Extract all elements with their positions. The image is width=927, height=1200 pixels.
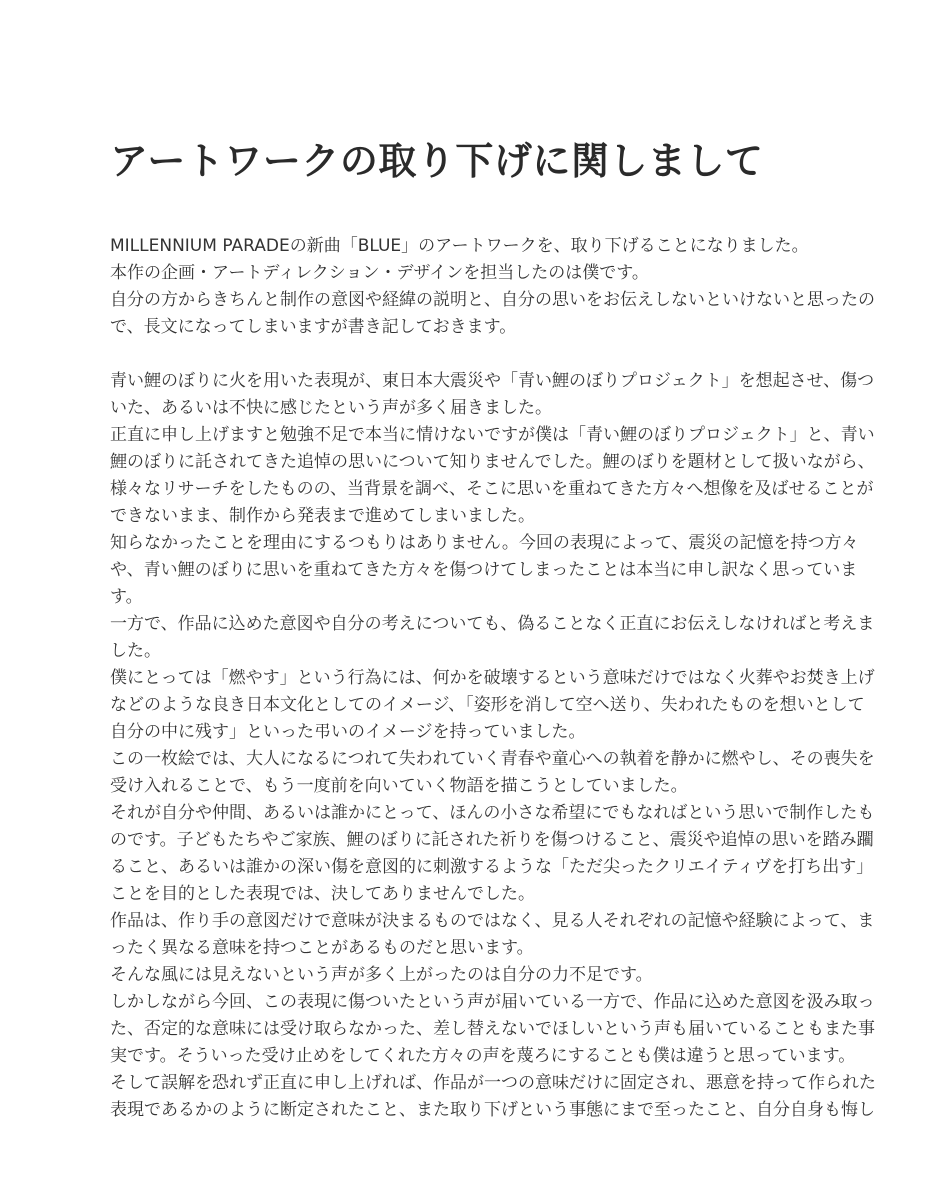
text-line: 表現であるかのように断定されたこと、また取り下げという事態にまで至ったこと、自分自身も悔し (110, 1100, 875, 1120)
text-line: そんな風には見えないという声が多く上がったのは自分の力不足です。 (110, 965, 653, 985)
paragraph-spacer (110, 341, 822, 368)
text-line: 知らなかったことを理由にするつもりはありません。今回の表現によって、震災の記憶を持つ方々 (110, 533, 859, 553)
text-line: 一方で、作品に込めた意図や自分の考えについても、偽ることなく正直にお伝えしなければと考えま (110, 614, 875, 634)
text-line: のです。子どもたちやご家族、鯉のぼりに託された祈りを傷つけること、震災や追悼の思いを踏み躙 (110, 830, 874, 850)
text-line: 青い鯉のぼりに火を用いた表現が、東日本大震災や「青い鯉のぼりプロジェクト」を想起させ、傷つ (110, 371, 875, 391)
text-line: 正直に申し上げますと勉強不足で本当に情けないですが僕は「青い鯉のぼりプロジェクト」と、青い (110, 425, 875, 445)
text-line: ること、あるいは誰かの深い傷を意図的に刺激するような「ただ尖ったクリエイティヴを打ち出す」 (110, 857, 874, 877)
text-line: ことを目的とした表現では、決してありませんでした。 (110, 884, 535, 904)
text-line: 作品は、作り手の意図だけで意味が決まるものではなく、見る人それぞれの記憶や経験によって、ま (110, 911, 875, 931)
text-line: 実です。そういった受け止めをしてくれた方々の声を蔑ろにすることも僕は違うと思っています。 (110, 1046, 856, 1066)
text-line: MILLENNIUM PARADEの新曲「BLUE」のアートワークを、取り下げることになりました。 (110, 236, 809, 256)
intro-paragraph (110, 233, 875, 341)
text-line: などのような良き日本文化としてのイメージ、「姿形を消して空へ送り、失われたものを想いとして (110, 695, 865, 715)
text-line: できないまま、制作から発表まで進めてしまいました。 (110, 506, 535, 526)
text-line: で、長文になってしまいますが書き記しておきます。 (110, 317, 517, 337)
text-line: 僕にとっては「燃やす」という行為には、何かを破壊するという意味だけではなく火葬やお焚き上げ (110, 668, 875, 688)
article-title: アートワークの取り下げに関しまして (110, 139, 764, 183)
text-line: す。 (110, 587, 143, 607)
text-line: それが自分や仲間、あるいは誰かにとって、ほんの小さな希望にでもなればという思いで制作したも (110, 803, 875, 823)
text-line: や、青い鯉のぼりに思いを重ねてきた方々を傷つけてしまったことは本当に申し訳なく思っていま (110, 560, 858, 580)
text-line: この一枚絵では、大人になるにつれて失われていく青春や童心への執着を静かに燃やし、その喪失を (110, 749, 875, 769)
text-line: ったく異なる意味を持つことがあるものだと思います。 (110, 938, 534, 958)
text-line: 様々なリサーチをしたものの、当背景を調べ、そこに思いを重ねてきた方々へ想像を及ばせることが (110, 479, 874, 499)
article-body (110, 233, 877, 1124)
text-line: 本作の企画・アートディレクション・デザインを担当したのは僕です。 (110, 263, 649, 283)
text-line: た、否定的な意味には受け取らなかった、差し替えないでほしいという声も届いていることもまた事 (110, 1019, 875, 1039)
text-line: 鯉のぼりに託されてきた追悼の思いについて知りませんでした。鯉のぼりを題材として扱いながら、 (110, 452, 875, 472)
text-line: そして誤解を恐れず正直に申し上げれば、作品が一つの意味だけに固定され、悪意を持って作られた (110, 1073, 877, 1093)
text-line: 自分の方からきちんと制作の意図や経緯の説明と、自分の思いをお伝えしないといけないと思ったの (110, 290, 875, 310)
text-line: した。 (110, 641, 161, 661)
text-line: しかしながら今回、この表現に傷ついたという声が届いている一方で、作品に込めた意図を汲み取っ (110, 992, 875, 1012)
text-line: いた、あるいは不快に感じたという声が多く届きました。 (110, 398, 552, 418)
text-line: 受け入れることで、もう一度前を向いていく物語を描こうとしていました。 (110, 776, 688, 796)
text-line: 自分の中に残す」といった弔いのイメージを持っていました。 (110, 722, 586, 742)
main-paragraphs (110, 368, 877, 1124)
